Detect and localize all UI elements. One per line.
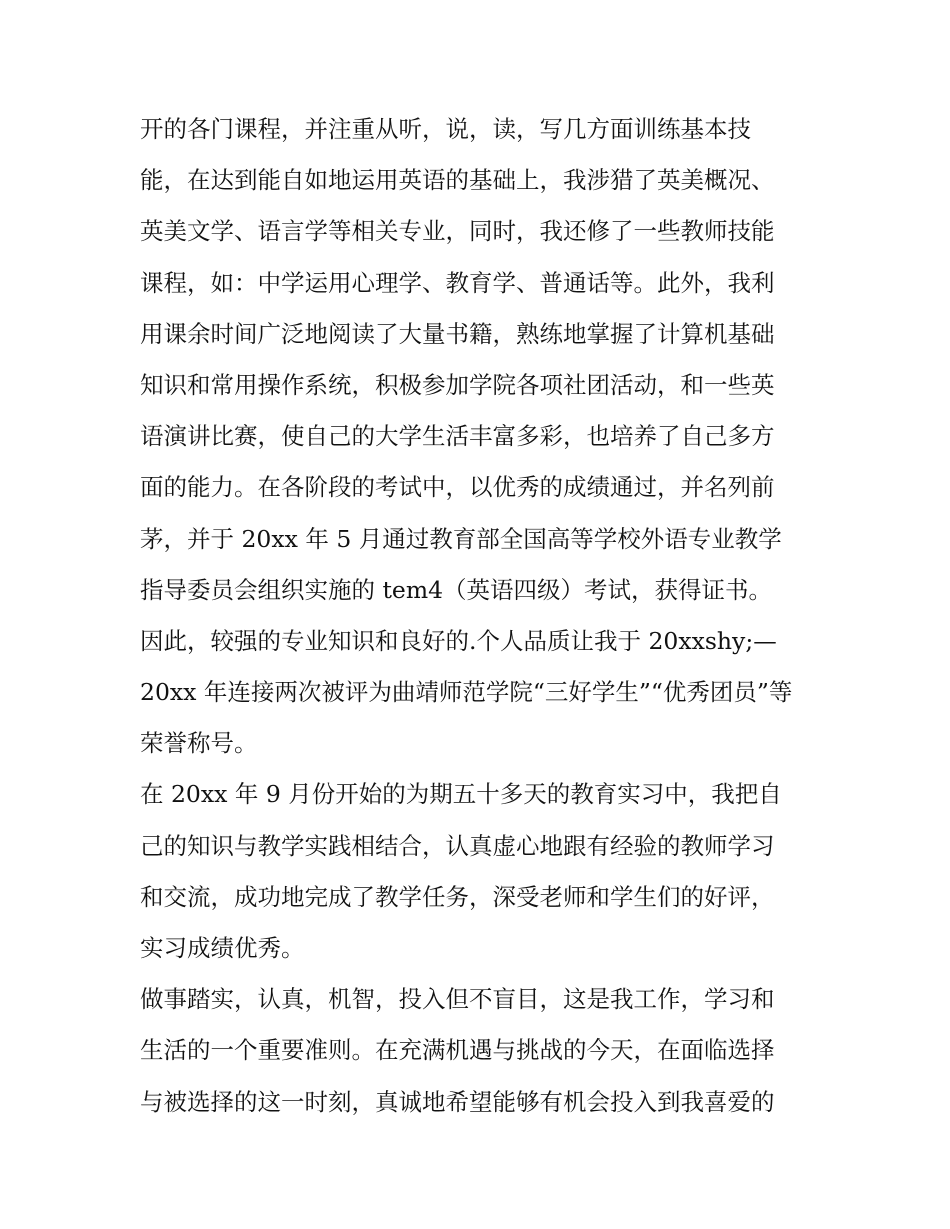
text-line: 做事踏实，认真，机智，投入但不盲目，这是我工作，学习和: [140, 985, 775, 1014]
text-line: 和交流，成功地完成了教学任务，深受老师和学生们的好评，: [140, 882, 775, 911]
text-line: 因此，较强的专业知识和良好的.个人品质让我于 20xxshy;—: [140, 626, 777, 655]
text-line: 语演讲比赛，使自己的大学生活丰富多彩，也培养了自己多方: [140, 422, 775, 451]
text-line: 实习成绩优秀。: [140, 934, 305, 962]
text-line: 生活的一个重要准则。在充满机遇与挑战的今天，在面临选择: [140, 1036, 775, 1065]
text-line: 知识和常用操作系统，积极参加学院各项社团活动，和一些英: [140, 370, 775, 399]
text-line: 面的能力。在各阶段的考试中，以优秀的成绩通过，并名列前: [140, 473, 775, 502]
text-line: 与被选择的这一时刻，真诚地希望能够有机会投入到我喜爱的: [140, 1087, 775, 1116]
text-line: 开的各门课程，并注重从听，说，读，写几方面训练基本技: [140, 115, 751, 143]
text-line: 在 20xx 年 9 月份开始的为期五十多天的教育实习中，我把自: [140, 780, 782, 809]
text-line: 用课余时间广泛地阅读了大量书籍，熟练地掌握了计算机基础: [140, 319, 775, 348]
text-line: 指导委员会组织实施的 tem4（英语四级）考试，获得证书。: [140, 575, 773, 604]
document-body: [140, 104, 820, 1128]
text-line: 荣誉称号。: [140, 729, 258, 758]
text-line: 20xx 年连接两次被评为曲靖师范学院“三好学生”“优秀团员”等: [140, 678, 793, 707]
text-line: 茅，并于 20xx 年 5 月通过教育部全国高等学校外语专业教学: [140, 524, 782, 553]
text-line: 课程，如：中学运用心理学、教育学、普通话等。此外，我利: [140, 268, 775, 297]
text-line: 己的知识与教学实践相结合，认真虚心地跟有经验的教师学习: [140, 831, 775, 860]
text-line: 英美文学、语言学等相关专业，同时，我还修了一些教师技能: [140, 217, 775, 246]
text-line: 能，在达到能自如地运用英语的基础上，我涉猎了英美概况、: [140, 166, 775, 195]
